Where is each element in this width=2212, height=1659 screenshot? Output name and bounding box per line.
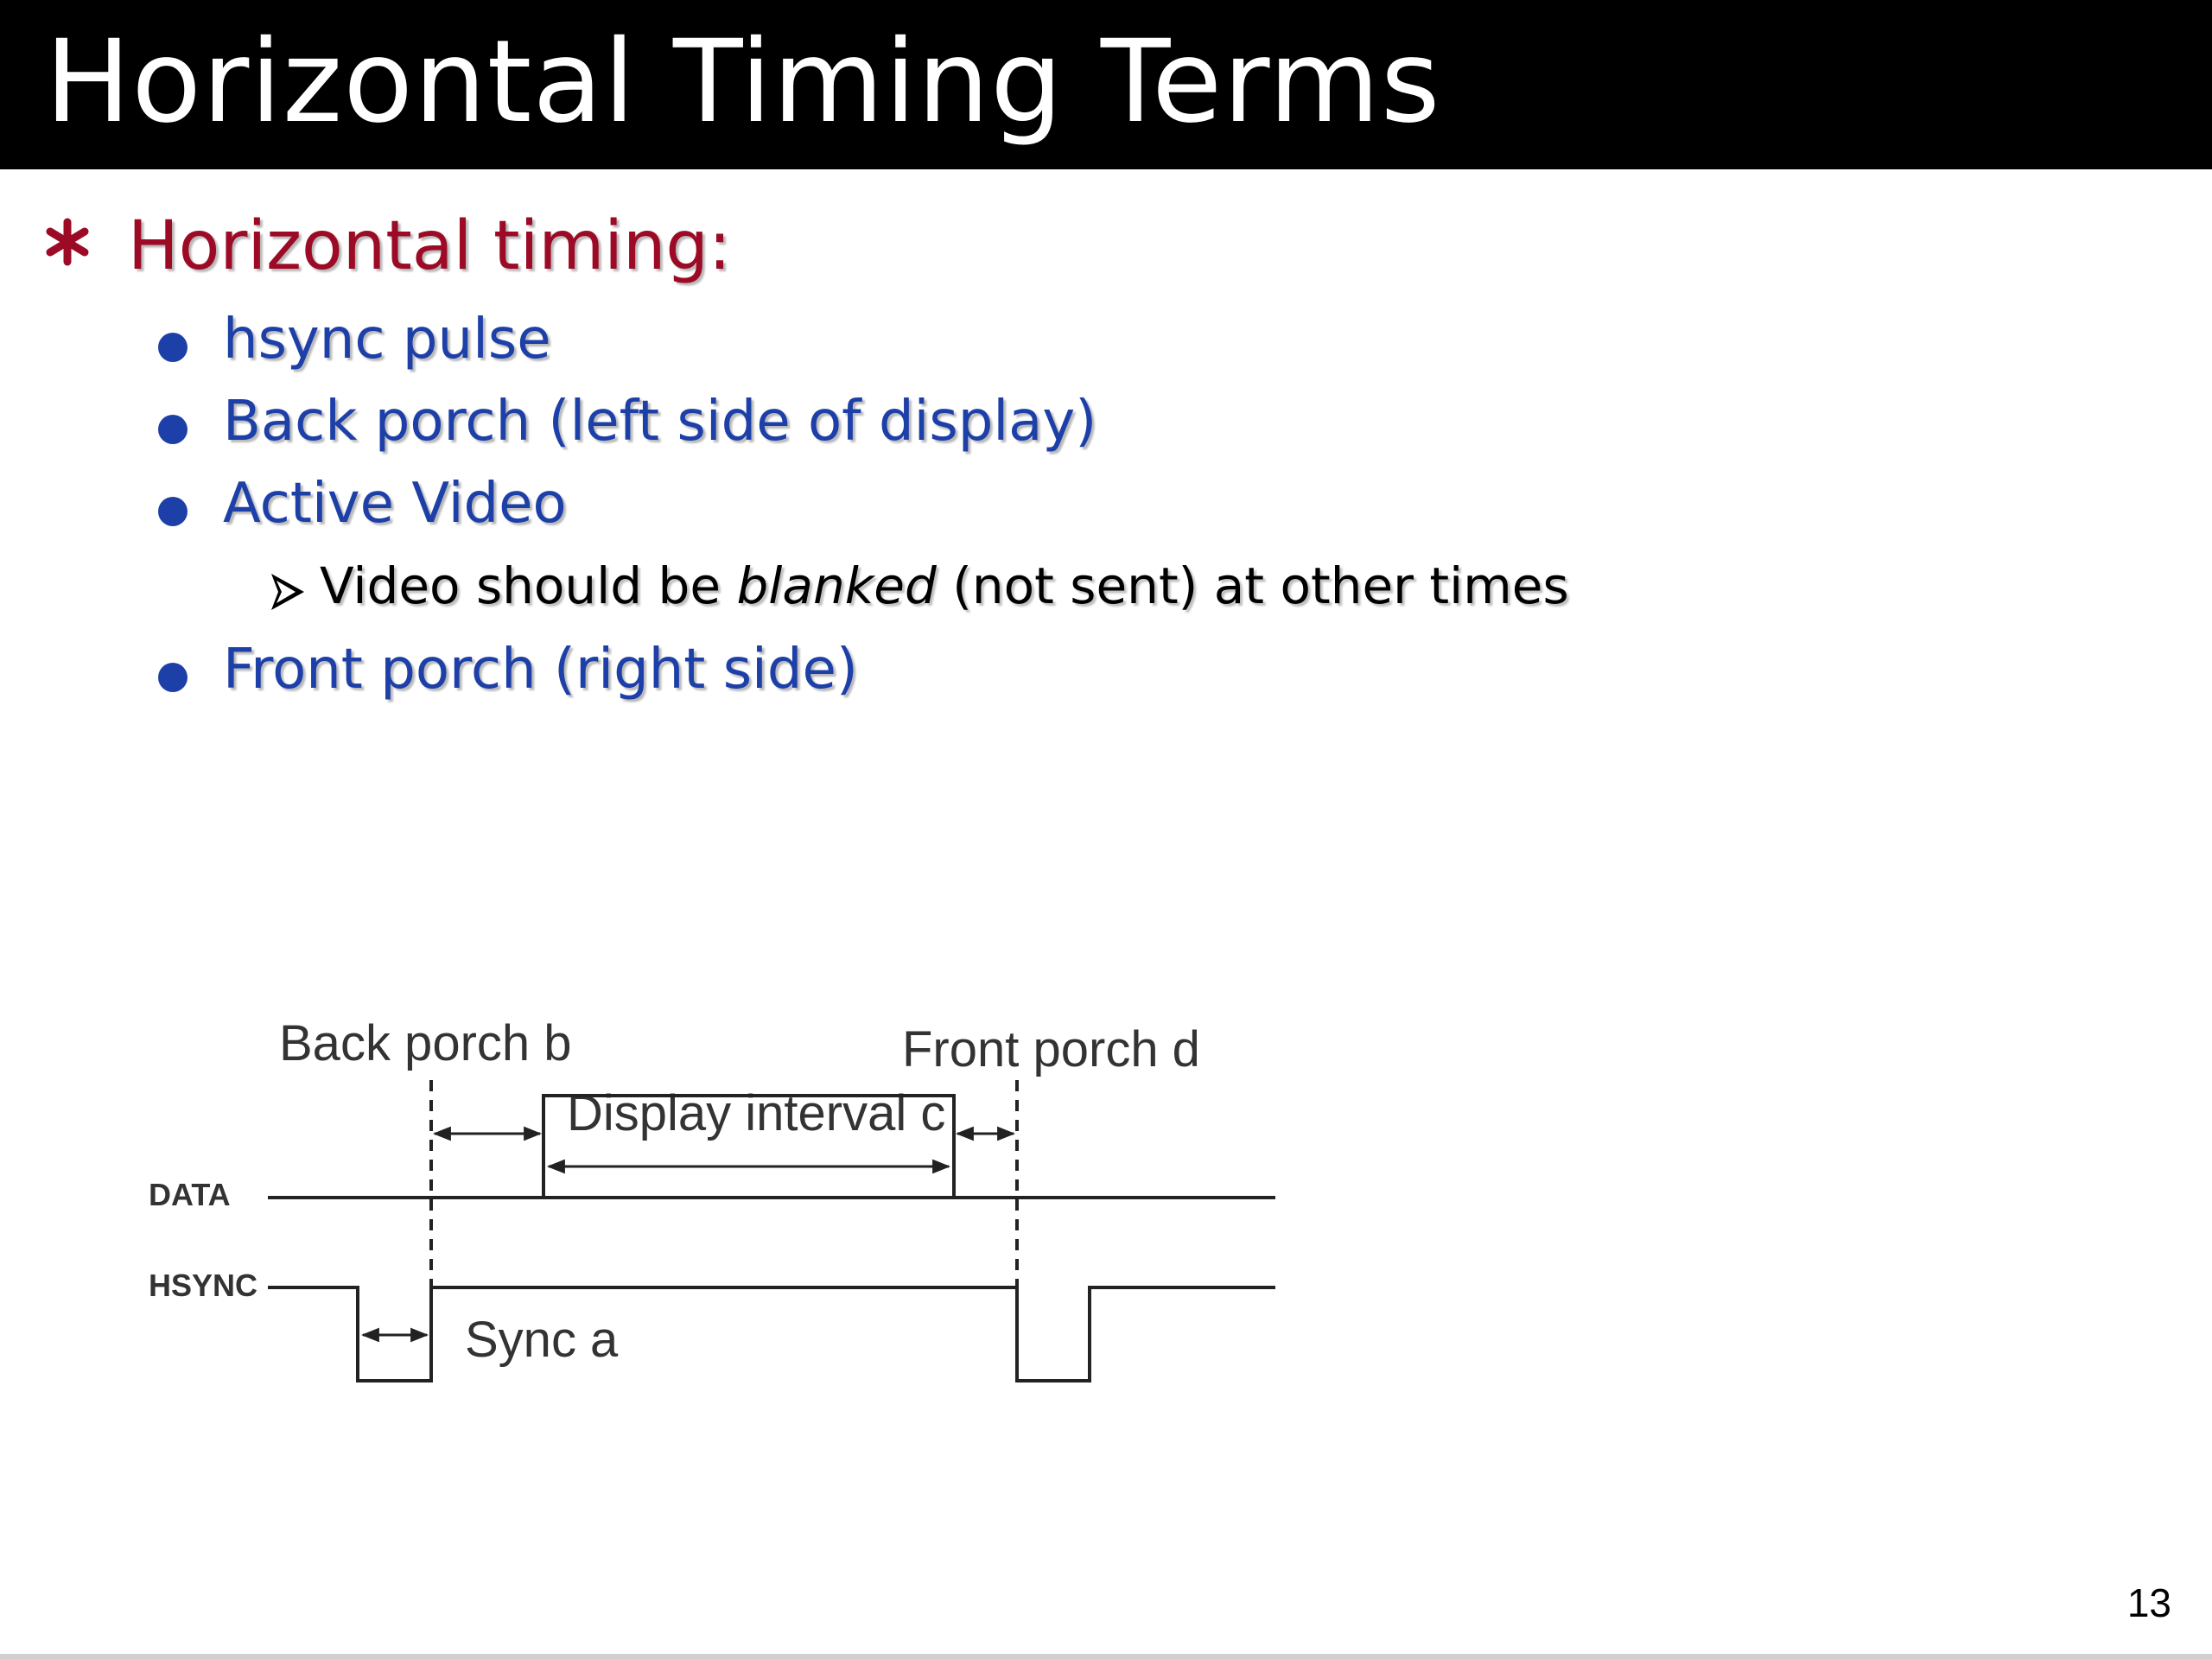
slide-title: Horizontal Timing Terms (45, 16, 1441, 149)
display-interval-label: Display interval c (567, 1085, 946, 1141)
timing-diagram (130, 1002, 1305, 1400)
back-porch-label: Back porch b (279, 1015, 572, 1071)
bullet-back-porch: Back porch (left side of display) (223, 390, 1097, 454)
front-porch-label: Front porch d (902, 1021, 1200, 1077)
bullet-dot-icon (158, 663, 188, 692)
data-signal-label: DATA (149, 1177, 231, 1212)
sub-bullet-emphasis: blanked (736, 556, 937, 615)
page-number: 13 (2126, 1580, 2171, 1625)
section-heading: Horizontal timing: (128, 207, 732, 285)
arrowhead-bullet-icon (266, 570, 309, 613)
bullet-active-video: Active Video (223, 472, 567, 536)
bullet-hsync-pulse: hsync pulse (223, 308, 551, 372)
bullet-dot-icon (158, 333, 188, 362)
bullet-dot-icon (158, 497, 188, 526)
sub-bullet-text-after: (not sent) at other times (936, 556, 1569, 615)
sub-bullet-text-before: Video should be (320, 556, 737, 615)
bottom-divider (0, 1654, 2212, 1659)
sub-bullet-blanking (320, 556, 1569, 615)
slide-body (0, 0, 2212, 778)
asterisk-bullet-icon (43, 218, 92, 266)
hsync-signal-label: HSYNC (149, 1268, 258, 1303)
bullet-front-porch: Front porch (right side) (223, 638, 858, 702)
sync-label: Sync a (465, 1312, 619, 1368)
bullet-dot-icon (158, 415, 188, 444)
